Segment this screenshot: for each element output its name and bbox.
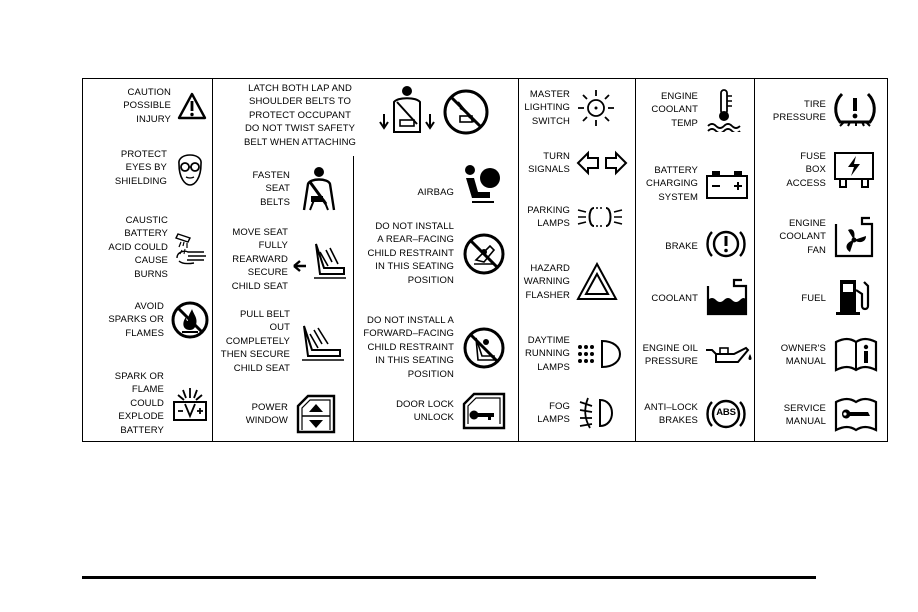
item-fuse-box	[762, 150, 876, 190]
item-brake	[640, 226, 748, 262]
avoid-sparks-label: AVOID SPARKS OR FLAMES	[108, 301, 164, 339]
item-turn-signals	[522, 150, 628, 177]
brake-warning-icon	[704, 226, 748, 262]
seat-belt-icon	[296, 166, 342, 212]
service-manual-icon	[832, 396, 880, 434]
item-fuel	[762, 276, 872, 316]
face-shield-icon	[173, 148, 207, 188]
item-fasten-belts	[220, 166, 342, 212]
child-seat-belt-icon	[296, 320, 348, 364]
daytime-running-lamps-icon	[576, 337, 628, 371]
oil-pressure-label: ENGINE OIL PRESSURE	[642, 342, 698, 367]
acid-burn-icon	[174, 228, 210, 268]
battery-explosion-icon	[170, 384, 210, 424]
owners-manual-icon	[832, 336, 880, 374]
item-coolant-fan	[762, 214, 878, 260]
item-master-lighting	[522, 88, 616, 128]
item-spark-flame	[92, 370, 210, 437]
column-divider	[518, 79, 519, 441]
no-rear-facing-label: DO NOT INSTALL A REAR–FACING CHILD RESTRAINT IN THIS SEATING POSITION	[367, 221, 454, 286]
coolant-level-icon	[704, 276, 750, 316]
fog-lamps-label: FOG LAMPS	[537, 400, 570, 425]
item-owners-manual	[762, 336, 880, 374]
fuse-box-label: FUSE BOX ACCESS	[786, 151, 826, 189]
item-oil-pressure	[640, 340, 756, 370]
item-coolant	[640, 276, 750, 316]
no-flames-icon	[170, 300, 210, 340]
no-forward-facing-seat-icon	[462, 326, 506, 370]
no-forward-facing-label: DO NOT INSTALL A FORWARD–FACING CHILD RESTRAINT IN THIS SEATING POSITION	[363, 315, 454, 380]
column-divider	[754, 79, 755, 441]
engine-coolant-temp-label: ENGINE COOLANT TEMP	[651, 90, 698, 129]
parking-lamps-label: PARKING LAMPS	[527, 204, 570, 229]
tire-pressure-label: TIRE PRESSURE	[772, 98, 826, 123]
item-service-manual	[762, 396, 880, 434]
item-airbag	[360, 162, 502, 208]
protect-eyes-label: PROTECT EYES BY SHIELDING	[114, 149, 167, 187]
item-no-forward-facing	[352, 314, 506, 381]
move-seat-label: MOVE SEAT FULLY REARWARD SECURE CHILD SEAT	[231, 227, 288, 292]
caustic-label: CAUSTIC BATTERY ACID COULD CAUSE BURNS	[108, 215, 168, 280]
latch-belts-label: LATCH BOTH LAP AND SHOULDER BELTS TO PROTECT OCCUPANT DO NOT TWIST SAFETY BELT WHEN ATTACHING	[244, 83, 357, 148]
hazard-label: HAZARD WARNING FLASHER	[523, 263, 570, 301]
airbag-icon	[460, 162, 502, 208]
abs-icon	[704, 396, 748, 432]
oil-can-icon	[704, 340, 756, 370]
item-fog-lamps	[522, 396, 618, 430]
antilock-label: ANTI–LOCK BRAKES	[644, 401, 698, 426]
battery-icon	[704, 168, 750, 200]
no-rear-facing-seat-icon	[462, 232, 506, 276]
pull-belt-label: PULL BELT OUT COMPLETELY THEN SECURE CHILD SEAT	[220, 309, 290, 374]
fuel-label: FUEL	[801, 293, 826, 305]
item-antilock	[640, 396, 748, 432]
item-hazard	[522, 262, 618, 302]
item-door-lock	[370, 390, 508, 432]
battery-charging-label: BATTERY CHARGING SYSTEM	[646, 165, 698, 203]
airbag-label: AIRBAG	[417, 187, 454, 199]
fuse-box-icon	[832, 150, 876, 190]
column-divider	[212, 79, 213, 441]
brake-label: BRAKE	[665, 241, 698, 253]
item-tire-pressure	[762, 88, 878, 130]
no-twist-belt-icon	[442, 88, 490, 141]
item-move-seat	[220, 226, 348, 293]
item-battery-charging	[640, 164, 750, 204]
item-protect-eyes	[92, 148, 207, 188]
column-divider	[353, 156, 354, 441]
column-divider	[635, 79, 636, 441]
abs-icon-text: ABS	[716, 407, 736, 418]
master-lighting-label: MASTER LIGHTING SWITCH	[524, 89, 570, 127]
service-manual-label: SERVICE MANUAL	[783, 402, 826, 427]
door-lock-label: DOOR LOCK UNLOCK	[396, 398, 454, 423]
turn-signals-label: TURN SIGNALS	[528, 151, 570, 176]
item-caution	[92, 86, 207, 126]
headlamp-switch-icon	[576, 88, 616, 128]
item-no-rear-facing	[352, 220, 506, 287]
fog-lamp-icon	[576, 396, 618, 430]
parking-lamps-icon	[576, 202, 624, 232]
coolant-temperature-icon	[704, 88, 744, 132]
coolant-fan-icon	[832, 214, 878, 260]
warning-triangle-icon	[177, 91, 207, 121]
fasten-belts-label: FASTEN SEAT BELTS	[252, 169, 290, 208]
tire-pressure-icon	[832, 88, 878, 130]
item-latch-belts	[244, 82, 356, 149]
item-engine-coolant-temp	[640, 88, 744, 132]
footer-rule	[82, 576, 816, 579]
item-pull-belt	[218, 308, 348, 375]
item-power-window	[230, 392, 338, 436]
latch-belt-icon	[378, 84, 436, 143]
item-avoid-sparks	[92, 300, 210, 340]
item-caustic	[92, 214, 210, 281]
spark-flame-label: SPARK OR FLAME COULD EXPLODE BATTERY	[114, 371, 164, 436]
power-window-label: POWER WINDOW	[245, 401, 288, 426]
power-window-icon	[294, 392, 338, 436]
caution-label: CAUTION POSSIBLE INJURY	[123, 87, 171, 125]
fuel-pump-icon	[832, 276, 872, 316]
move-seat-rearward-icon	[290, 238, 348, 282]
coolant-fan-label: ENGINE COOLANT FAN	[779, 217, 826, 256]
coolant-label: COOLANT	[651, 293, 698, 305]
daytime-lamps-label: DAYTIME RUNNING LAMPS	[524, 335, 570, 373]
hazard-triangle-icon	[576, 262, 618, 302]
owners-manual-label: OWNER'S MANUAL	[780, 342, 826, 367]
item-parking-lamps	[522, 202, 624, 232]
turn-signal-arrows-icon	[576, 150, 628, 176]
item-daytime-lamps	[522, 334, 628, 374]
door-lock-icon	[460, 390, 508, 432]
